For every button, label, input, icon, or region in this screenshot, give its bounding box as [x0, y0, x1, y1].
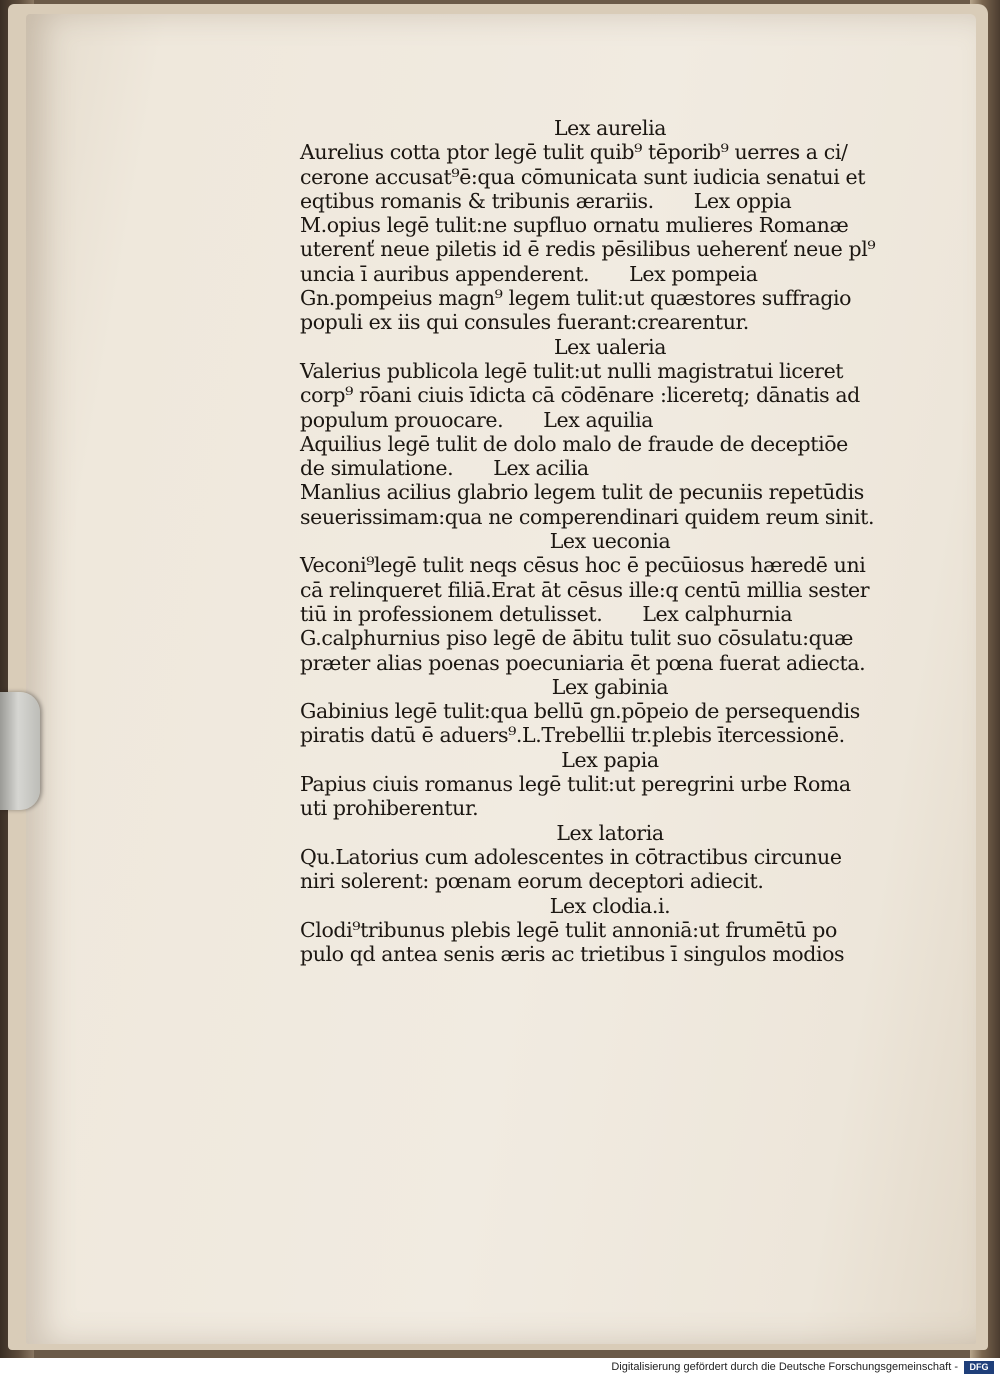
text-line [300, 723, 880, 747]
text-line-content: Gabinius legē tulit:qua bellū gn.pōpeio de persequendis [300, 699, 860, 724]
section-heading: Lex latoria [556, 820, 664, 845]
inline-section-heading: Lex acilia [493, 456, 589, 481]
text-line-content: cerone accusat⁹ē:qua cōmunicata sunt iudicia senatui et [300, 164, 866, 189]
text-line-content: Aquilius legē tulit de dolo malo de fraude de deceptiōe [300, 431, 848, 456]
text-line-content: seuerissimam:qua ne comperendinari quidem reum sinit. [300, 504, 875, 529]
text-line [300, 237, 880, 261]
text-line [300, 165, 880, 189]
text-line [300, 505, 880, 529]
text-line-content: Veconi⁹legē tulit neqs cēsus hoc ē pecūiosus hæredē uni [300, 553, 866, 578]
section-heading: Lex aurelia [553, 116, 667, 140]
text-line-content: uti prohiberentur. [300, 796, 479, 821]
text-line-content: corp⁹ rōani ciuis īdicta cā cōdēnare :liceretq; dānatis ad [300, 383, 860, 408]
text-line [300, 869, 880, 893]
text-line-content: Papius ciuis romanus legē tulit:ut peregrini urbe Roma [300, 772, 851, 797]
text-line [300, 262, 880, 286]
digitization-footer [0, 1358, 1000, 1377]
text-line [300, 553, 880, 577]
inline-section-heading: Lex aquilia [543, 407, 654, 432]
text-line [300, 796, 880, 820]
text-line [300, 942, 880, 966]
text-line-content: Qu.Latorius cum adolescentes in cōtractibus circunue [300, 844, 842, 869]
text-line [300, 578, 880, 602]
text-line [300, 383, 880, 407]
text-line [300, 408, 880, 432]
funding-notice: Digitalisierung gefördert durch die Deutsche Forschungsgemeinschaft - [611, 1361, 958, 1373]
text-line-content: piratis datū ē aduers⁹.L.Trebellii tr.plebis ītercessionē. [300, 723, 845, 748]
section-heading: Lex ualeria [553, 334, 667, 359]
inline-section-heading: Lex pompeia [629, 261, 758, 286]
text-line-content: eqtibus romanis & tribunis ærariis. [300, 188, 654, 213]
text-line [300, 918, 880, 942]
text-line [300, 845, 880, 869]
text-line [300, 310, 880, 334]
text-line [300, 432, 880, 456]
text-line-content: tiū in professionem detulisset. [300, 601, 603, 626]
text-line-content: populi ex iis qui consules fuerant:crearentur. [300, 310, 749, 335]
text-line-content: G.calphurnius piso legē de ābitu tulit suo cōsulatu:quæ [300, 626, 854, 651]
text-line-content: cā relinqueret filiā.Erat āt cēsus ille:q centū millia sester [300, 577, 870, 602]
section-heading: Lex clodia.i. [549, 893, 671, 918]
text-line [300, 359, 880, 383]
text-line [300, 772, 880, 796]
dfg-logo: DFG [964, 1361, 994, 1374]
section-heading: Lex ueconia [549, 529, 671, 554]
text-line-content: Gn.pompeius magn⁹ legem tulit:ut quæstores suffragio [300, 286, 852, 311]
page-clip [0, 692, 40, 810]
printed-text-block [300, 116, 880, 966]
section-heading: Lex papia [561, 747, 659, 772]
text-line-content: præter alias poenas poecuniaria ēt pœna fuerat adiecta. [300, 650, 866, 675]
text-line [300, 651, 880, 675]
text-line-content: uncia ī auribus appenderent. [300, 261, 590, 286]
text-line-content: pulo qd antea senis æris ac trietibus ī singulos modios [300, 942, 845, 967]
text-line-content: Clodi⁹tribunus plebis legē tulit annoniā:ut frumētū po [300, 917, 837, 942]
section-heading: Lex gabinia [551, 674, 669, 699]
text-line [300, 626, 880, 650]
text-line-content: populum prouocare. [300, 407, 504, 432]
text-line [300, 480, 880, 504]
text-line [300, 456, 880, 480]
text-line-content: Valerius publicola legē tulit:ut nulli magistratui liceret [300, 358, 844, 383]
text-line-content: uterenť neue piletis id ē redis pēsilibus ueherenť neue pl⁹ [300, 237, 876, 262]
text-line [300, 189, 880, 213]
text-line-content: niri solerent: pœnam eorum deceptori adiecit. [300, 869, 764, 894]
text-line [300, 602, 880, 626]
text-line [300, 213, 880, 237]
text-line-content: Aurelius cotta ptor legē tulit quib⁹ tēporib⁹ uerres a ci/ [300, 140, 848, 165]
text-line [300, 286, 880, 310]
text-line [300, 140, 880, 164]
inline-section-heading: Lex calphurnia [642, 601, 793, 626]
text-line-content: Manlius acilius glabrio legem tulit de pecuniis repetūdis [300, 480, 864, 505]
text-line-content: M.opius legē tulit:ne supfluo ornatu mulieres Romanæ [300, 213, 849, 238]
text-line-content: de simulatione. [300, 456, 454, 481]
text-line [300, 699, 880, 723]
inline-section-heading: Lex oppia [693, 188, 792, 213]
